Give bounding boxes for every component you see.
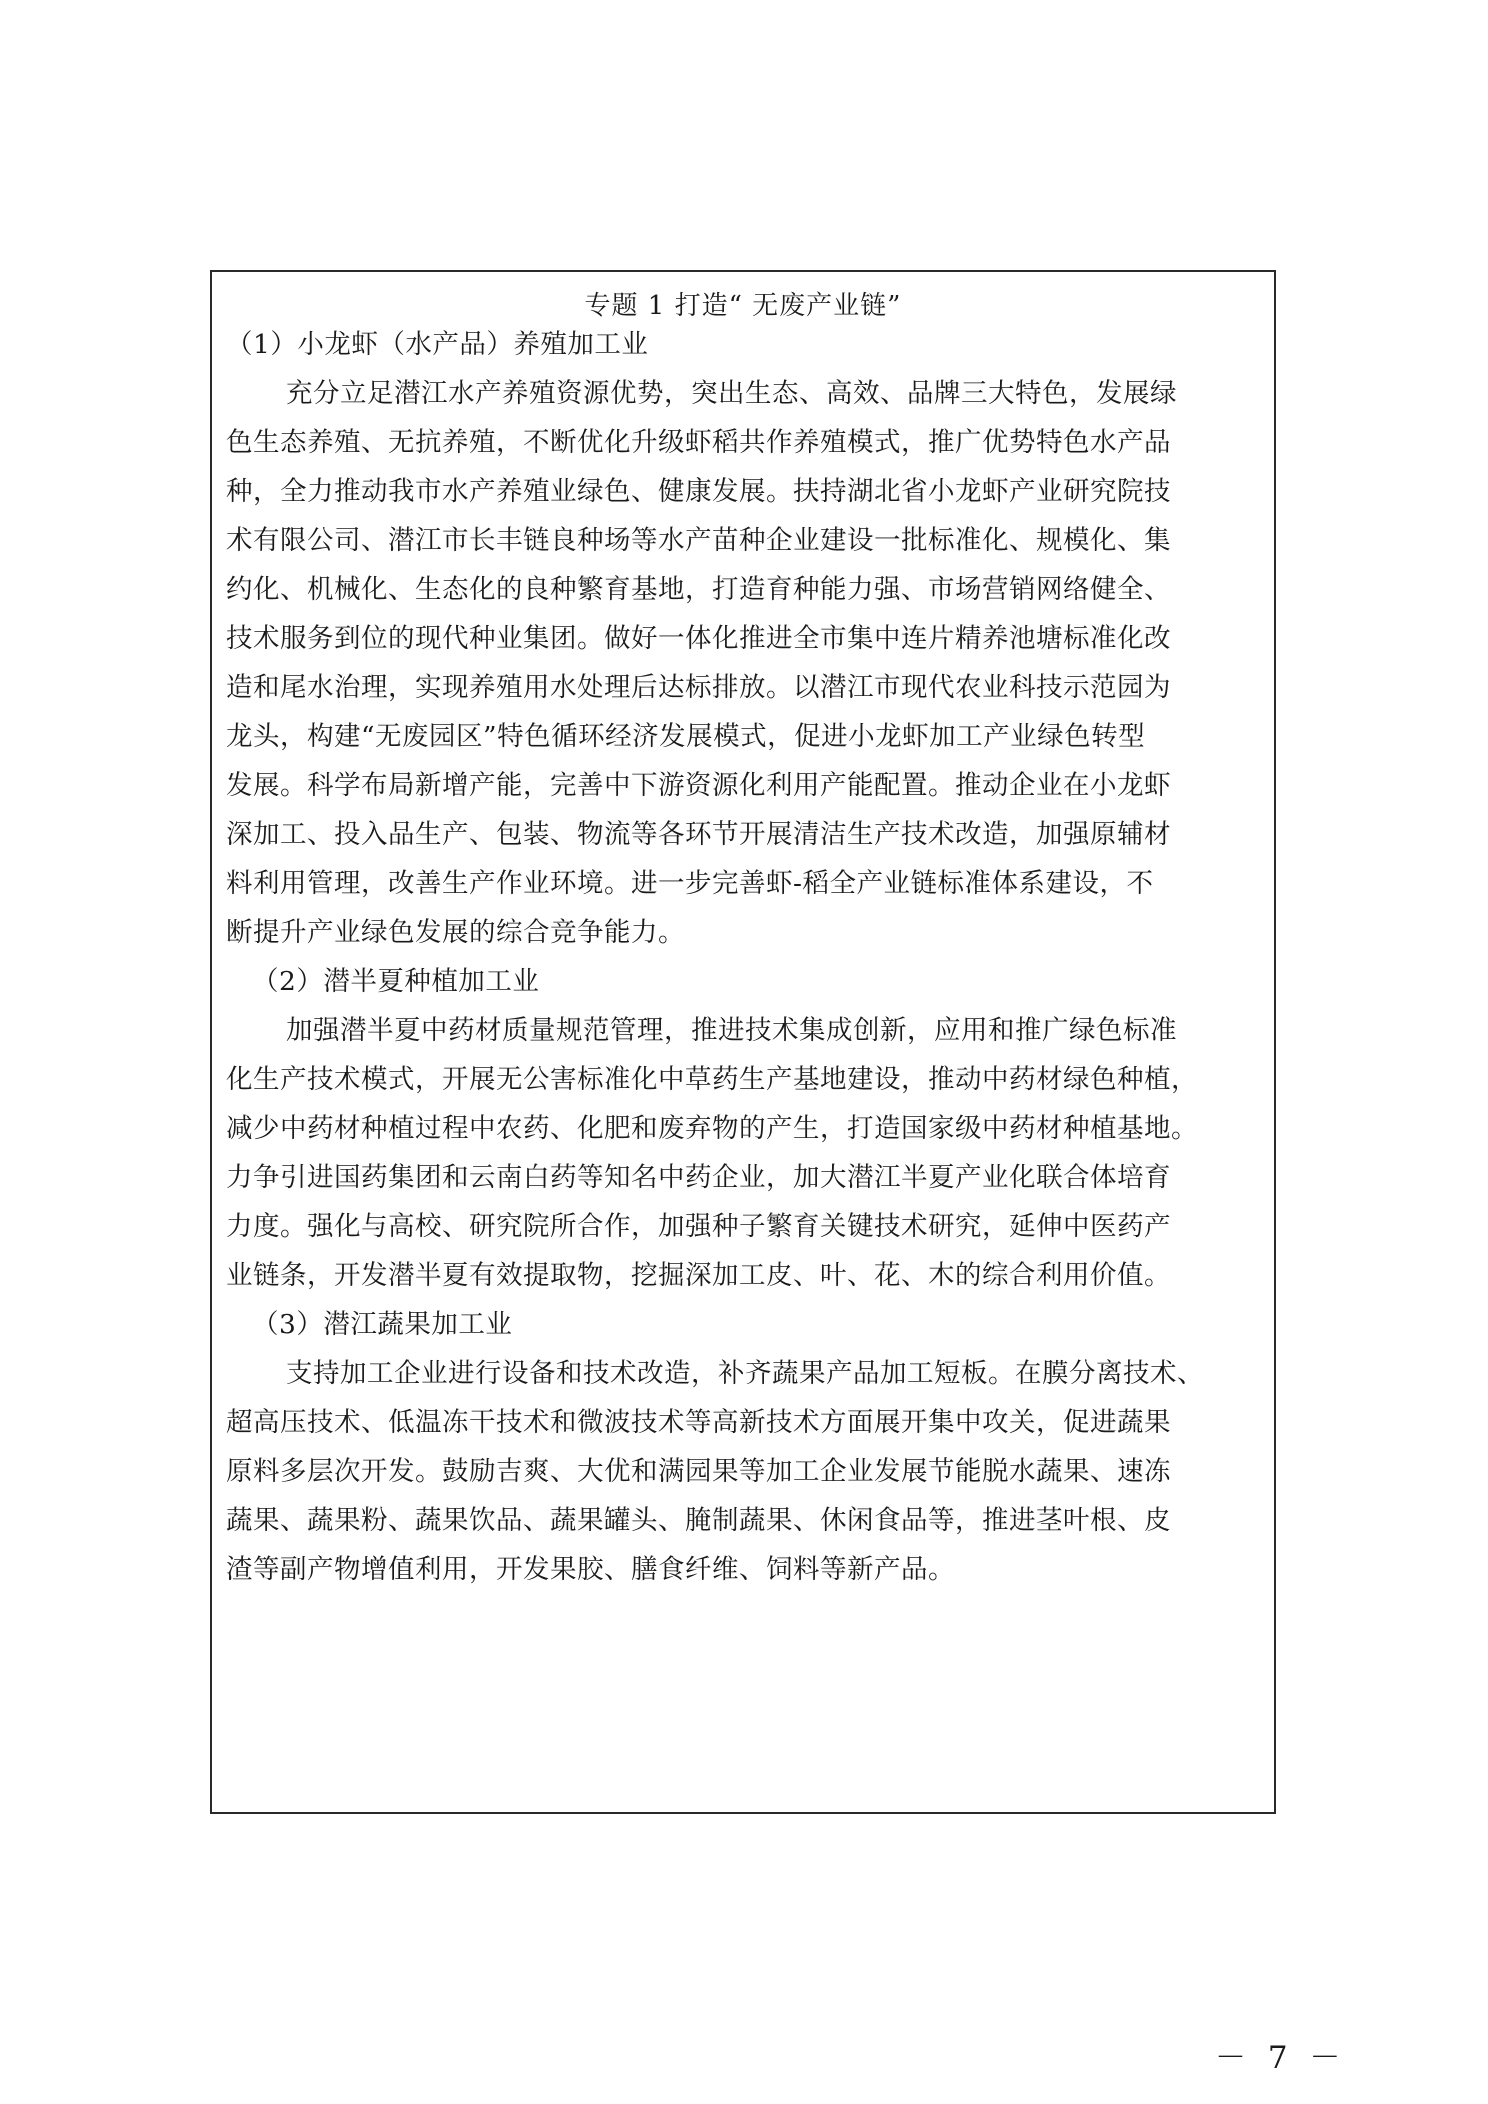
page-number: － 7 － [1215, 2040, 1347, 2076]
paragraph-line: 种，全力推动我市水产养殖业绿色、健康发展。扶持湖北省小龙虾产业研究院技 [226, 476, 1171, 507]
section-heading-1: （1）小龙虾（水产品）养殖加工业 [226, 329, 649, 360]
section-heading-2: （2）潜半夏种植加工业 [252, 966, 540, 997]
paragraph-line: 力争引进国药集团和云南白药等知名中药企业，加大潜江半夏产业化联合体培育 [226, 1162, 1171, 1193]
paragraph-line: 技术服务到位的现代种业集团。做好一体化推进全市集中连片精养池塘标准化改 [226, 623, 1171, 654]
paragraph-line: 造和尾水治理，实现养殖用水处理后达标排放。以潜江市现代农业科技示范园为 [226, 672, 1171, 703]
paragraph-line: 超高压技术、低温冻干技术和微波技术等高新技术方面展开集中攻关，促进蔬果 [226, 1407, 1171, 1438]
paragraph-line: 断提升产业绿色发展的综合竞争能力。 [226, 917, 685, 948]
paragraph-line: 支持加工企业进行设备和技术改造，补齐蔬果产品加工短板。在膜分离技术、 [286, 1358, 1204, 1389]
paragraph-line: 业链条，开发潜半夏有效提取物，挖掘深加工皮、叶、花、木的综合利用价值。 [226, 1260, 1171, 1291]
paragraph-line: 加强潜半夏中药材质量规范管理，推进技术集成创新，应用和推广绿色标准 [286, 1015, 1177, 1046]
paragraph-line: 色生态养殖、无抗养殖，不断优化升级虾稻共作养殖模式，推广优势特色水产品 [226, 427, 1171, 458]
paragraph-line: 料利用管理，改善生产作业环境。进一步完善虾-稻全产业链标准体系建设，不 [226, 868, 1154, 899]
paragraph-line: 减少中药材种植过程中农药、化肥和废弃物的产生，打造国家级中药材种植基地。 [226, 1113, 1198, 1144]
paragraph-line: 化生产技术模式，开展无公害标准化中草药生产基地建设，推动中药材绿色种植， [226, 1064, 1198, 1095]
paragraph-line: 约化、机械化、生态化的良种繁育基地，打造育种能力强、市场营销网络健全、 [226, 574, 1171, 605]
section-heading-3: （3）潜江蔬果加工业 [252, 1309, 513, 1340]
paragraph-line: 原料多层次开发。鼓励吉爽、大优和满园果等加工企业发展节能脱水蔬果、速冻 [226, 1456, 1171, 1487]
paragraph-line: 蔬果、蔬果粉、蔬果饮品、蔬果罐头、腌制蔬果、休闲食品等，推进茎叶根、皮 [226, 1505, 1171, 1536]
paragraph-line: 深加工、投入品生产、包装、物流等各环节开展清洁生产技术改造，加强原辅材 [226, 819, 1171, 850]
paragraph-line: 渣等副产物增值利用，开发果胶、膳食纤维、饲料等新产品。 [226, 1554, 955, 1585]
paragraph-line: 术有限公司、潜江市长丰链良种场等水产苗种企业建设一批标准化、规模化、集 [226, 525, 1171, 556]
paragraph-line: 力度。强化与高校、研究院所合作，加强种子繁育关键技术研究，延伸中医药产 [226, 1211, 1171, 1242]
paragraph-line: 发展。科学布局新增产能，完善中下游资源化利用产能配置。推动企业在小龙虾 [226, 770, 1171, 801]
topic-title: 专题 1 打造“ 无废产业链” [584, 291, 902, 321]
paragraph-line: 龙头，构建“无废园区”特色循环经济发展模式，促进小龙虾加工产业绿色转型 [226, 721, 1146, 752]
topic-box [210, 270, 1276, 1814]
paragraph-line: 充分立足潜江水产养殖资源优势，突出生态、高效、品牌三大特色，发展绿 [286, 378, 1177, 409]
